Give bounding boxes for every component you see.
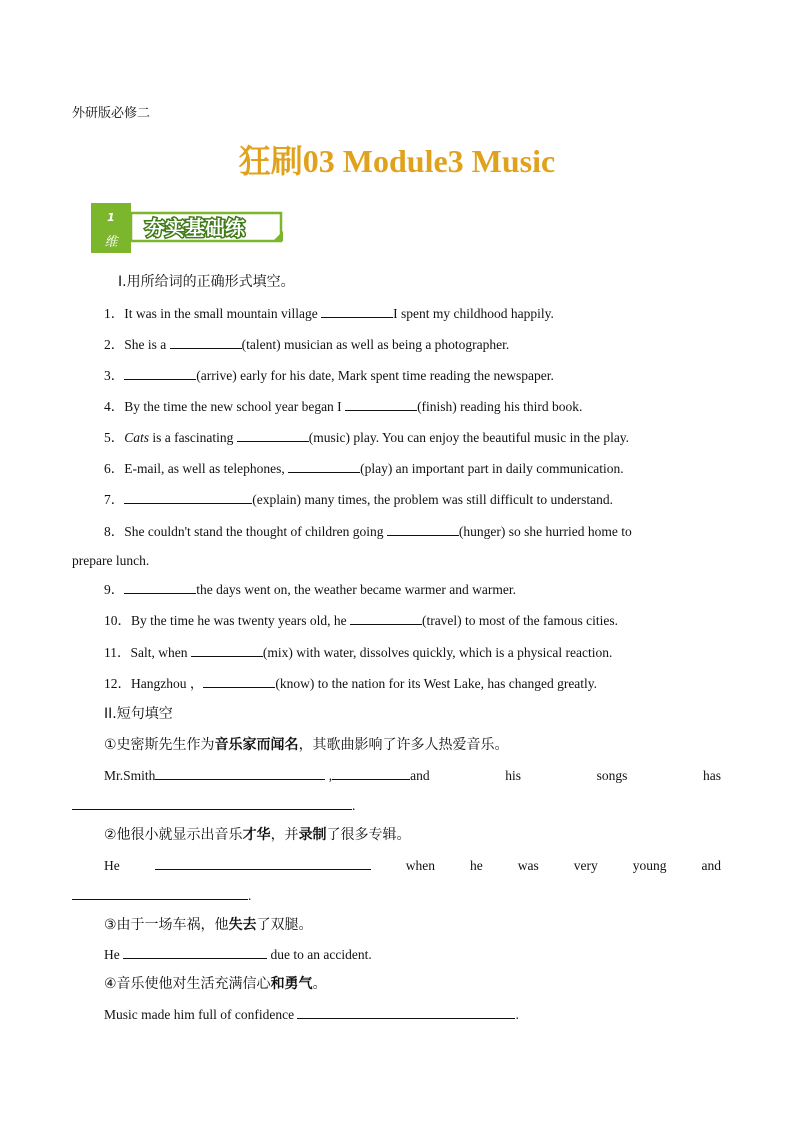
answer-blank[interactable] xyxy=(155,857,371,870)
list-item: 6．E-mail, as well as telephones, (play) an important part in daily communication. xyxy=(104,461,624,476)
list-item: 12．Hangzhou ， (know) to the nation for its West Lake, has changed greatly. xyxy=(104,676,598,691)
answer-blank[interactable] xyxy=(170,336,242,349)
answer-blank[interactable] xyxy=(321,305,393,318)
list-item: 10．By the time he was twenty years old, he (travel) to most of the famous cities. xyxy=(104,613,619,628)
answer-blank[interactable] xyxy=(297,1006,515,1019)
translation-line: He due to an accident. xyxy=(104,947,372,962)
answer-blank[interactable] xyxy=(387,523,459,536)
list-item: 2．She is a (talent) musician as well as being a photographer. xyxy=(104,337,510,352)
translation-line: Music made him full of confidence . xyxy=(104,1007,519,1022)
answer-blank[interactable] xyxy=(124,581,196,594)
list-item: 8．She couldn't stand the thought of children going (hunger) so she hurried home to xyxy=(104,524,632,539)
answer-blank[interactable] xyxy=(124,367,196,380)
badge-label: 夯实基础练 xyxy=(145,216,245,240)
answer-blank[interactable] xyxy=(203,675,275,688)
list-item-continuation: prepare lunch. xyxy=(72,553,150,568)
section1-heading: Ⅰ.用所给词的正确形式填空。 xyxy=(118,274,295,290)
answer-blank[interactable] xyxy=(72,887,248,900)
answer-blank[interactable] xyxy=(72,797,352,810)
answer-blank[interactable] xyxy=(288,460,360,473)
list-item: 11．Salt, when (mix) with water, dissolves quickly, which is a physical reaction. xyxy=(104,645,613,660)
list-item: 5．Cats is a fascinating (music) play. You can enjoy the beautiful music in the play. xyxy=(104,430,630,445)
answer-blank[interactable] xyxy=(345,398,417,411)
list-item: 7． (explain) many times, the problem was still difficult to understand. xyxy=(104,492,614,507)
answer-blank[interactable] xyxy=(124,491,252,504)
section2-heading: II.短句填空 xyxy=(104,706,173,722)
badge-unit: 维 xyxy=(104,235,118,250)
translation-prompt: ③由于一场车祸，他失去了双腿。 xyxy=(104,917,313,933)
answer-blank[interactable] xyxy=(350,612,422,625)
translation-line-cont: . xyxy=(72,887,251,905)
badge-graphic xyxy=(91,203,287,253)
translation-line: He when he was very young and xyxy=(104,858,721,873)
translation-line-cont: . xyxy=(72,797,355,815)
answer-blank[interactable] xyxy=(123,946,267,959)
answer-blank[interactable] xyxy=(191,644,263,657)
page-title: 狂刷03 Module3 Music xyxy=(238,143,556,179)
translation-prompt: ①史密斯先生作为音乐家而闻名，其歌曲影响了许多人热爱音乐。 xyxy=(104,737,509,753)
list-item: 3． (arrive) early for his date, Mark spent time reading the newspaper. xyxy=(104,368,554,383)
answer-blank[interactable] xyxy=(332,767,410,780)
list-item: 4．By the time the new school year began I (finish) reading his third book. xyxy=(104,399,583,414)
translation-line: Mr.Smith , and his songs has xyxy=(104,768,721,783)
list-item: 1．It was in the small mountain village I spent my childhood happily. xyxy=(104,306,554,321)
translation-prompt: ②他很小就显示出音乐才华，并录制了很多专辑。 xyxy=(104,827,411,843)
list-item: 9． the days went on, the weather became warmer and warmer. xyxy=(104,582,516,597)
answer-blank[interactable] xyxy=(237,429,309,442)
section-badge xyxy=(91,203,287,253)
header-subject: 外研版必修二 xyxy=(72,106,151,121)
translation-prompt: ④音乐使他对生活充满信心和勇气。 xyxy=(104,976,327,992)
answer-blank[interactable] xyxy=(155,767,325,780)
badge-number: 1 xyxy=(107,211,115,224)
